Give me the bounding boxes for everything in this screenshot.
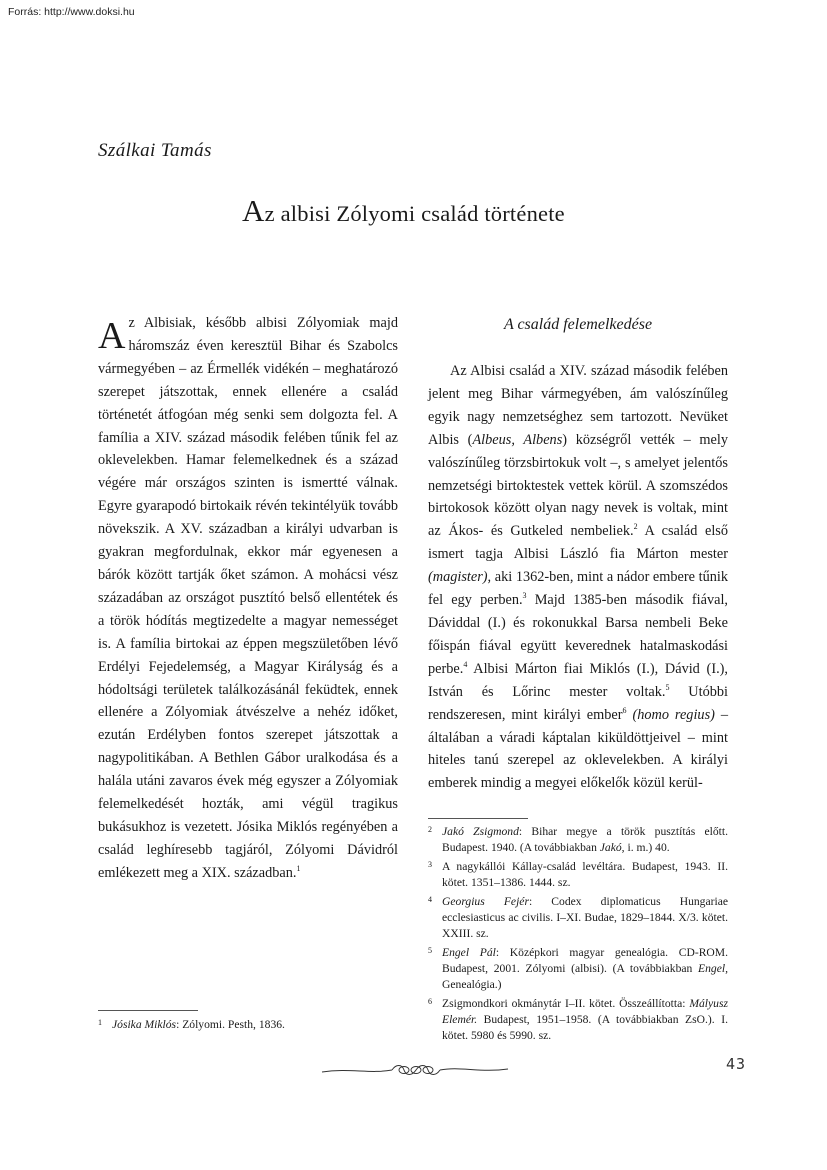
footnote bbox=[428, 996, 728, 1044]
intro-text: z Albisiak, később albisi Zólyomiak majd háromszáz éven keresztül Bihar és Szabolcs vármegyében – az Érmellék vidékén – meghatározó szerepet játszottak, ennek ellenére a család történetét átfogóan még senki sem dolgozta fel. A família a XIV. század második felében tűnik fel az oklevelekben. Hamar felemelkednek és a század végére már országos szinten is ismertté válnak. Egyre gyarapodó birtokaik révén tekintélyük tovább növekszik. A XV. században a királyi udvarban is gyakran megfordulnak, ekkor már egyenesen a bárók között tartják őket számon. A mohácsi vész századában az országot pusztító belső ellentétek és a török hódítás megtizedelte a magyar nemességet is. A família birtokai az éppen megszületőben lévő Erdélyi Fejedelemség, a Magyar Királyság és a hódoltsági területek találkozásánál feküdtek, ennek ellenére a Zólyomiak átvészelve a nehéz időket, ezután Erdélyben fontos szerepet játszottak a nagypolitikában. A Bethlen Gábor uralkodása és a halála utáni zavaros évek még egyszer a Zólyomiak felemelkedését hozták, ami végül tragikus bukásukhoz is vezetett. Jósika Miklós regényében a család leghíresebb tagjáról, Zólyomi Dávidról emlékezett meg a XIX. században. bbox=[98, 315, 398, 881]
author-name: Szálkai Tamás bbox=[98, 140, 212, 161]
flourish-ornament-icon bbox=[320, 1058, 510, 1082]
footnote-number: 4 bbox=[428, 895, 432, 904]
footnote-author: Jakó Zsigmond bbox=[442, 825, 519, 838]
footnote-text: : Zólyomi. Pesth, 1836. bbox=[176, 1018, 285, 1031]
footnote-author: Georgius Fejér bbox=[442, 895, 529, 908]
footnote-number: 3 bbox=[428, 860, 432, 869]
footnotes-right bbox=[428, 824, 728, 1047]
body-text: Majd 1385-ben második fiával, Dáviddal (I.) és rokonukkal Barsa nembeli Beke főispán fiával együtt keverednek hatalmaskodási perbe. bbox=[428, 592, 728, 677]
footnote-text: Budapest, 1951–1958. (A továbbiakban ZsO.). I. kötet. 5980 és 5990. sz. bbox=[442, 1013, 728, 1042]
intro-column bbox=[98, 312, 398, 885]
footnote-ref-1[interactable]: 1 bbox=[296, 863, 301, 873]
footnote-number: 2 bbox=[428, 825, 432, 834]
footnote-text: : Bihar megye a török pusztítás előtt. Budapest. 1940. (A továbbiakban bbox=[442, 825, 729, 854]
footnote-italic: Jakó, bbox=[599, 841, 625, 854]
body-text: Albisi Márton fiai Miklós (I.), Dávid (I.), István és Lőrinc mester voltak. bbox=[428, 660, 728, 700]
body-text: – általában a váradi káptalan kiküldöttjeivel – mint hiteles tanú szerepel az oklevelekben. A királyi emberek mindig a megyei előkelők közül kerül- bbox=[428, 706, 729, 792]
footnote-author: Jósika Miklós bbox=[112, 1018, 177, 1031]
footnote-ref-6[interactable]: 6 bbox=[622, 705, 627, 715]
footnote-author: Engel Pál bbox=[442, 946, 496, 959]
body-italic: Albeus, Albens bbox=[472, 431, 563, 448]
source-url[interactable]: Forrás: http://www.doksi.hu bbox=[8, 6, 135, 18]
footnote-text: : Középkori magyar genealógia. CD-ROM. Budapest, 2001. Zólyomi (albisi). (A továbbiakban bbox=[442, 946, 729, 975]
body-column bbox=[428, 360, 728, 795]
footnote-ref-5[interactable]: 5 bbox=[665, 682, 670, 692]
footnote bbox=[428, 945, 728, 993]
body-text: aki 1362-ben, mint a nádor embere tűnik fel egy perben. bbox=[428, 569, 728, 609]
footnote bbox=[98, 1017, 398, 1033]
footnotes-left bbox=[98, 1017, 398, 1036]
footnote-number: 6 bbox=[428, 997, 432, 1006]
footnote-number: 1 bbox=[98, 1018, 102, 1027]
footnote-text: A nagykállói Kállay-család levéltára. Budapest, 1943. II. kötet. 1351–1386. 1444. sz. bbox=[442, 860, 728, 889]
drop-cap: A bbox=[98, 315, 126, 357]
footnote-italic: Engel, bbox=[698, 962, 728, 975]
footnote bbox=[428, 824, 728, 856]
body-italic: (magister), bbox=[428, 569, 492, 586]
body-text: A család első ismert tagja Albisi László fia Márton mester bbox=[428, 523, 728, 563]
footnote-rule bbox=[428, 818, 528, 819]
intro-paragraph bbox=[98, 312, 398, 885]
body-text: Utóbbi rendszeresen, mint királyi ember bbox=[428, 683, 728, 723]
footnote-italic: Mályusz Elemér. bbox=[442, 997, 728, 1026]
page-number: 43 bbox=[726, 1055, 747, 1073]
footnote-ref-4[interactable]: 4 bbox=[463, 660, 468, 670]
footnote-text: Zsigmondkori okmánytár I–II. kötet. Összeállította: bbox=[442, 997, 690, 1010]
article-title bbox=[242, 193, 565, 229]
body-paragraph bbox=[428, 360, 728, 795]
footnote-text: : Codex diplomaticus Hungariae ecclesiasticus ac civilis. I–XI. Budae, 1829–1844. X/3. kötet. XXIII. sz. bbox=[442, 895, 728, 940]
footnote-text: Genealógia.) bbox=[442, 978, 502, 991]
body-text: Az Albisi család a XIV. század második felében jelent meg Bihar vármegyében, ám valószínűleg egyik nagy nemzetséghez sem tartozott. Nevüket Albis ( bbox=[428, 363, 728, 448]
footnote-ref-2[interactable]: 2 bbox=[633, 522, 638, 532]
footnote-number: 5 bbox=[428, 946, 432, 955]
footnote-rule bbox=[98, 1010, 198, 1011]
title-initial: A bbox=[242, 193, 265, 228]
footnote-text: i. m.) 40. bbox=[624, 841, 670, 854]
section-heading: A család felemelkedése bbox=[503, 316, 653, 333]
footnote bbox=[428, 894, 728, 942]
footnote bbox=[428, 859, 728, 891]
body-italic: (homo regius) bbox=[632, 706, 715, 723]
footnote-ref-3[interactable]: 3 bbox=[522, 591, 527, 601]
title-rest: z albisi Zólyomi család története bbox=[264, 201, 565, 226]
body-text: ) községről vették – mely valószínűleg törzsbirtokuk volt –, s amelyet jelentős nemzetségi birtoktestek vettek körül. A szomszédos birtokosok között olyan nagy nevek is voltak, mint az Ákos- és Gutkeled nembeliek. bbox=[428, 431, 729, 540]
